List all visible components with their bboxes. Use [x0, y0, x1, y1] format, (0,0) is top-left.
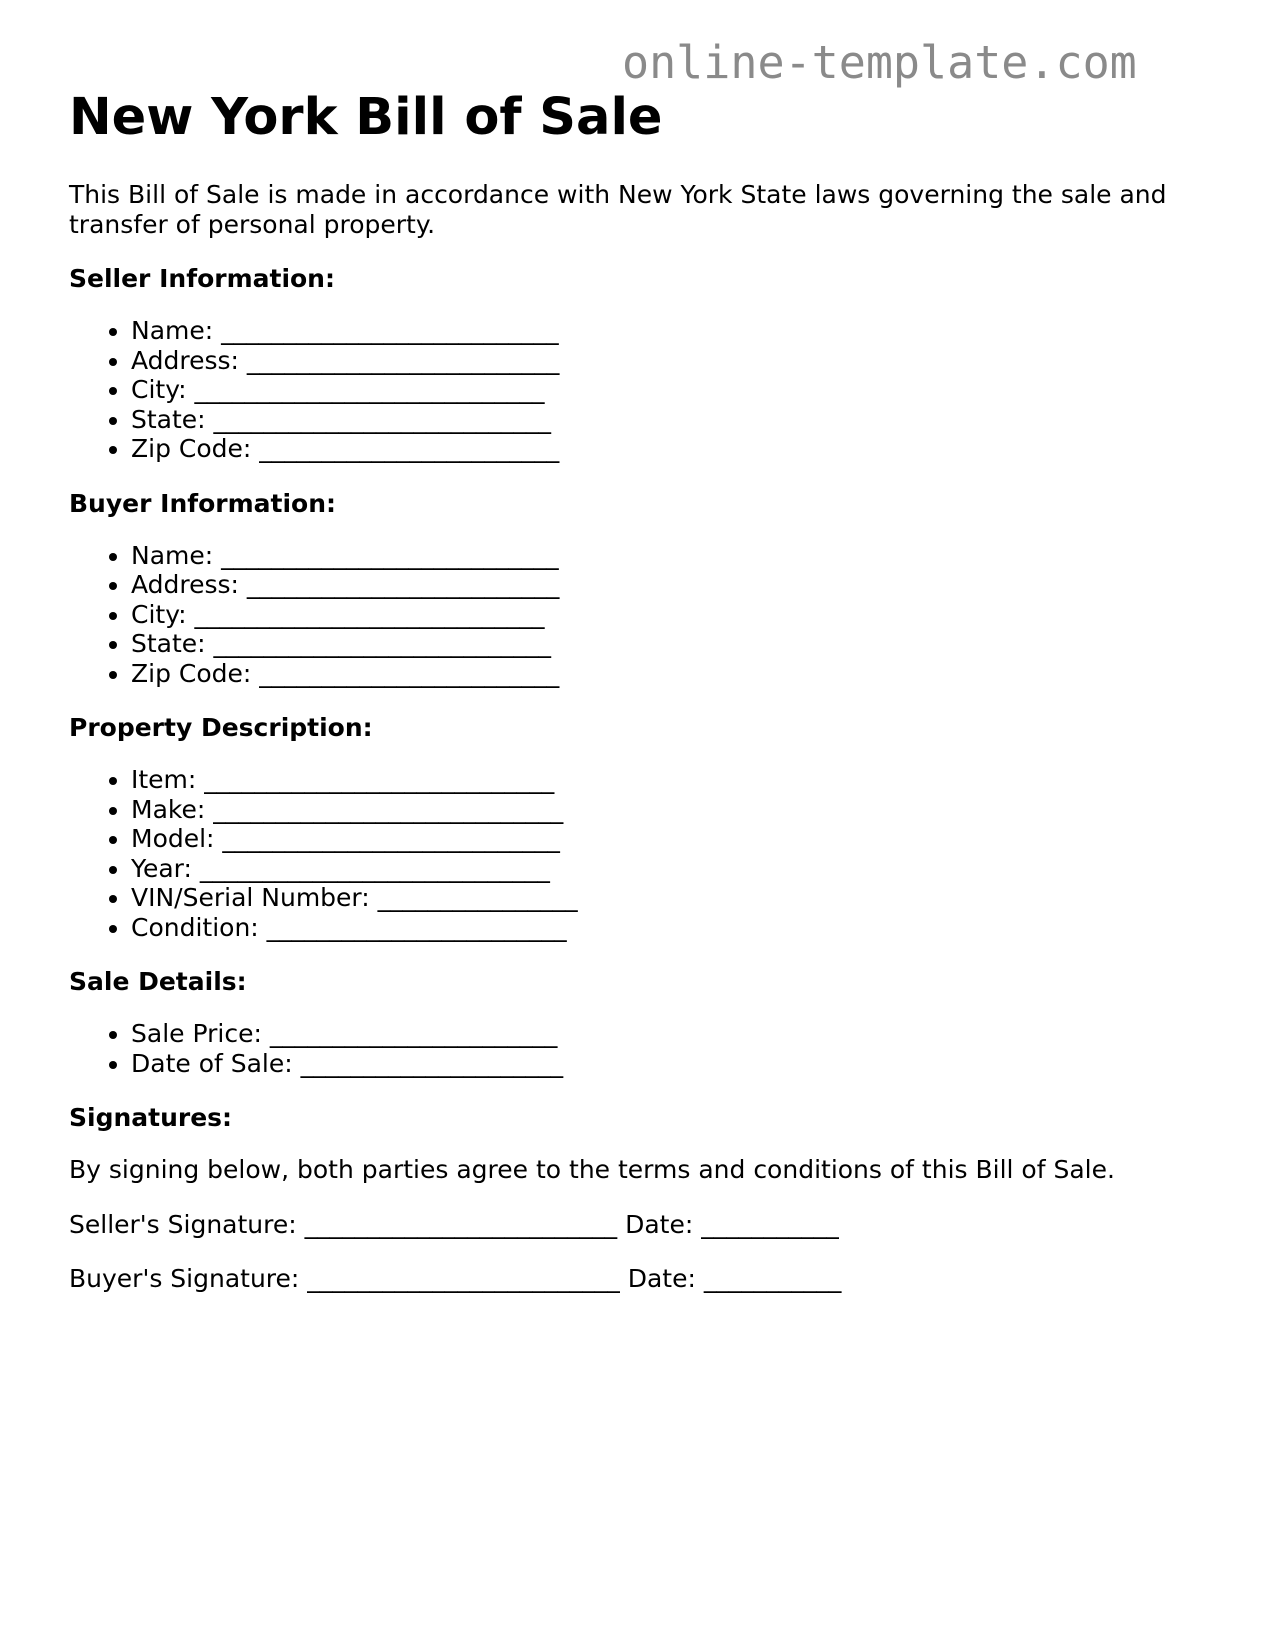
buyer-zip-field: • Zip Code: ________________________	[131, 659, 1229, 689]
buyer-signature-line: Buyer's Signature: _________________________ Date: ___________	[69, 1264, 842, 1293]
seller-state-field: • State: ___________________________	[131, 405, 1229, 435]
sale-price-field: • Sale Price: _______________________	[131, 1019, 1229, 1049]
signatures-statement: By signing below, both parties agree to the terms and conditions of this Bill of Sale.	[69, 1155, 1115, 1184]
sale-date-field: • Date of Sale: _____________________	[131, 1049, 1229, 1079]
property-make-field: • Make: ____________________________	[131, 795, 1229, 825]
seller-zip-field: • Zip Code: ________________________	[131, 434, 1229, 464]
buyer-address-field: • Address: _________________________	[131, 570, 1229, 600]
seller-field-list	[69, 316, 1229, 464]
document-body	[69, 180, 1229, 1319]
sale-field-list	[69, 1019, 1229, 1078]
seller-heading: Seller Information:	[69, 264, 335, 293]
buyer-state-field: • State: ___________________________	[131, 629, 1229, 659]
buyer-city-field: • City: ____________________________	[131, 600, 1229, 630]
seller-city-field: • City: ____________________________	[131, 375, 1229, 405]
property-field-list	[69, 765, 1229, 942]
document-title: New York Bill of Sale	[69, 88, 663, 147]
seller-signature-line: Seller's Signature: _________________________ Date: ___________	[69, 1209, 839, 1239]
property-vin-field: • VIN/Serial Number: ________________	[131, 883, 1229, 913]
buyer-name-field: • Name: ___________________________	[131, 541, 1229, 571]
watermark: online-template.com	[622, 36, 1137, 89]
seller-name-field: • Name: ___________________________	[131, 316, 1229, 346]
sale-heading: Sale Details:	[69, 967, 247, 996]
seller-address-field: • Address: _________________________	[131, 346, 1229, 376]
property-model-field: • Model: ___________________________	[131, 824, 1229, 854]
intro-paragraph: This Bill of Sale is made in accordance with New York State laws governing the sale and transfer of personal property.	[69, 180, 1167, 239]
property-heading: Property Description:	[69, 713, 373, 742]
property-condition-field: • Condition: ________________________	[131, 913, 1229, 943]
buyer-field-list	[69, 541, 1229, 689]
property-year-field: • Year: ____________________________	[131, 854, 1229, 884]
buyer-heading: Buyer Information:	[69, 488, 337, 518]
property-item-field: • Item: ____________________________	[131, 765, 1229, 795]
signatures-heading: Signatures:	[69, 1103, 233, 1132]
